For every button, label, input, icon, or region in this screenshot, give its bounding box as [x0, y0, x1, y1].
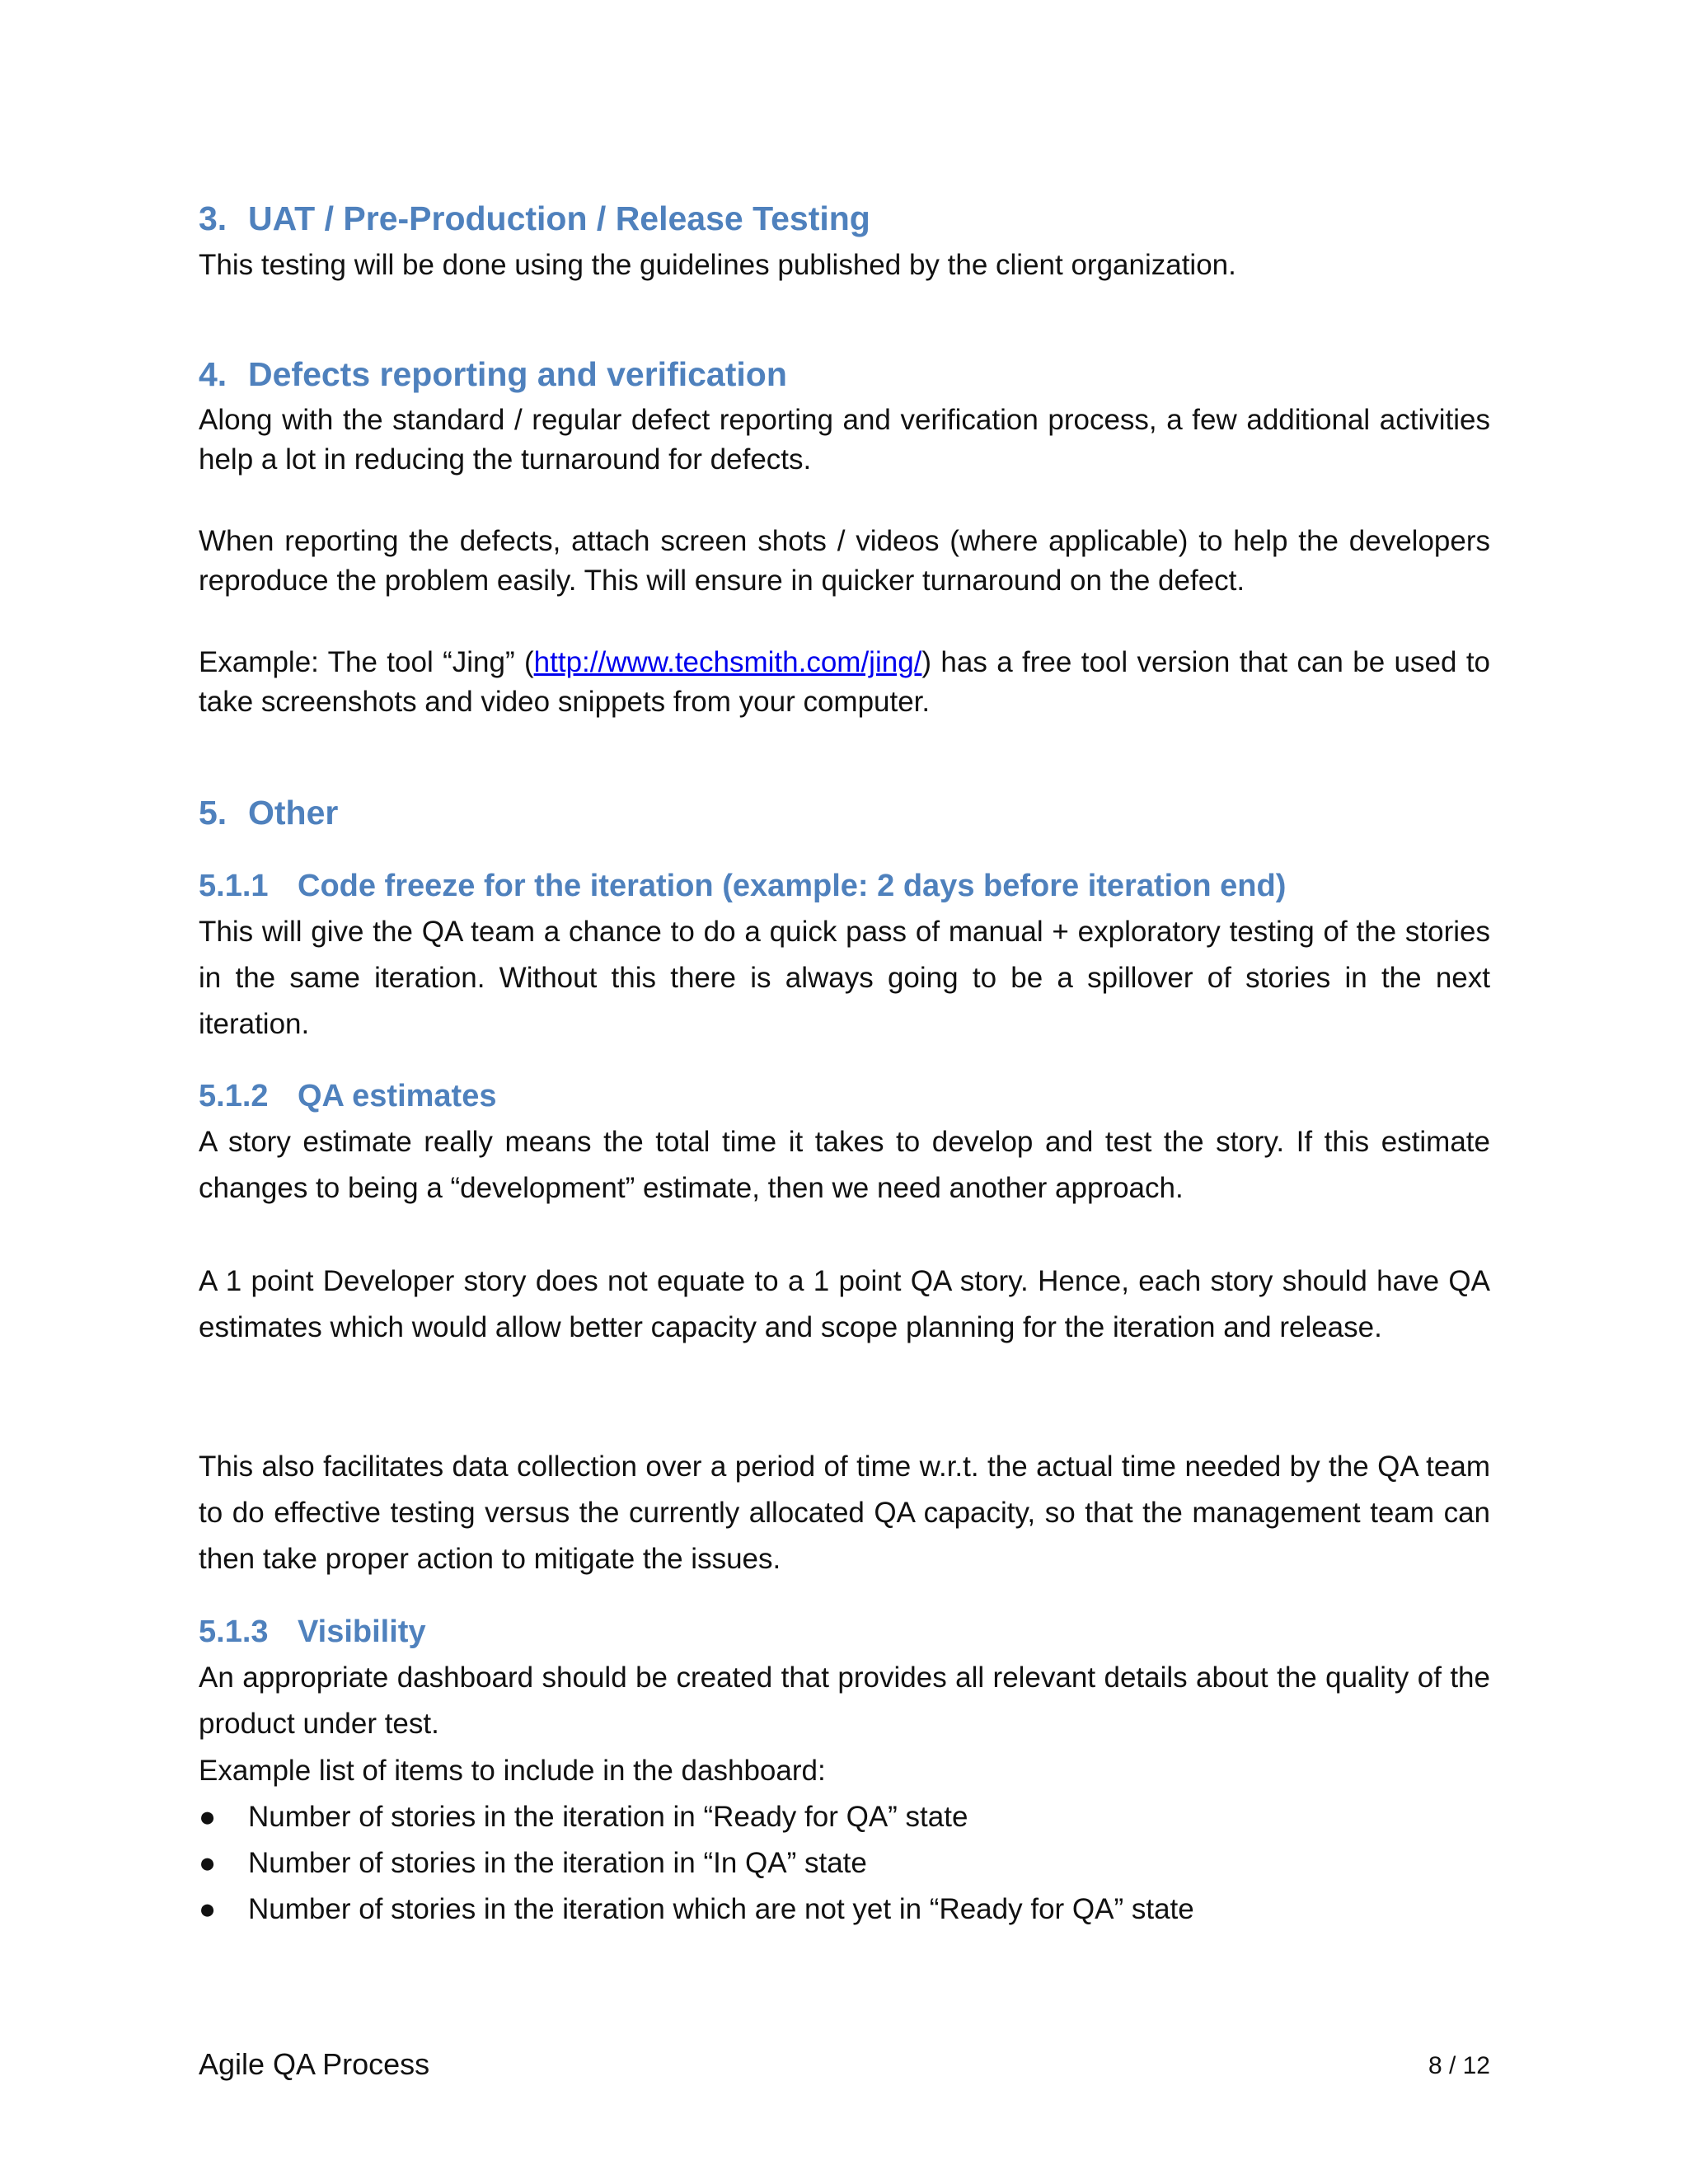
paragraph-qa-estimates-2: A 1 point Developer story does not equate to a 1 point QA story. Hence, each story should have QA estimates which would allow better capacity and scope planning for the iteration and release. [199, 1265, 1490, 1343]
paragraph-qa-estimates-1: A story estimate really means the total time it takes to develop and test the story. If this estimate changes to being a “development” estimate, then we need another approach. [199, 1126, 1490, 1204]
heading-number: 5.1.2 [199, 1079, 269, 1113]
paragraph-defects-1: Along with the standard / regular defect reporting and verification process, a few additional activities help a lot in reducing the turnaround for defects. [199, 404, 1490, 476]
list-item [199, 1794, 968, 1840]
jing-link[interactable]: http://www.techsmith.com/jing/ [533, 646, 922, 678]
page-number: 8 / 12 [1428, 2052, 1490, 2079]
list-item [199, 1840, 867, 1886]
heading-number: 5.1.3 [199, 1615, 269, 1649]
paragraph-visibility-2: Example list of items to include in the dashboard: [199, 1755, 826, 1787]
heading-number: 5. [199, 794, 227, 832]
heading-5-1-1 [199, 869, 1286, 904]
list-item [199, 1886, 1194, 1933]
bullet-icon: ● [199, 1893, 217, 1925]
paragraph-qa-estimates-3: This also facilitates data collection over a period of time w.r.t. the actual time needed by the QA team to do effective testing versus the currently allocated QA capacity, so that the management team can then take proper action to mitigate the issues. [199, 1451, 1490, 1575]
heading-number: 5.1.1 [199, 869, 269, 903]
paragraph-text: Example: The tool “Jing” ( [199, 646, 534, 678]
bullet-icon: ● [199, 1847, 217, 1879]
heading-5-1-3 [199, 1615, 426, 1650]
list-item-text: Number of stories in the iteration in “In QA” state [248, 1847, 867, 1879]
paragraph-defects-2: When reporting the defects, attach screen shots / videos (where applicable) to help the developers reproduce the problem easily. This will ensure in quicker turnaround on the defect. [199, 525, 1490, 597]
list-item-text: Number of stories in the iteration in “Ready for QA” state [248, 1801, 968, 1833]
heading-title: Defects reporting and verification [248, 355, 787, 393]
heading-title: QA estimates [298, 1079, 497, 1113]
heading-number: 3. [199, 199, 227, 237]
heading-title: Other [248, 794, 339, 832]
heading-title: Code freeze for the iteration (example: 2 days before iteration end) [298, 869, 1287, 903]
heading-section-3 [199, 199, 870, 238]
heading-section-4 [199, 355, 787, 394]
paragraph-defects-3 [199, 643, 1490, 722]
heading-title: Visibility [298, 1615, 426, 1649]
heading-5-1-2 [199, 1079, 496, 1114]
paragraph-visibility-1: An appropriate dashboard should be created that provides all relevant details about the quality of the product under test. [199, 1661, 1490, 1740]
heading-section-5 [199, 794, 338, 832]
heading-number: 4. [199, 355, 227, 393]
list-item-text: Number of stories in the iteration which are not yet in “Ready for QA” state [248, 1893, 1194, 1925]
paragraph-code-freeze: This will give the QA team a chance to do a quick pass of manual + exploratory testing of the stories in the same iteration. Without this there is always going to be a spillover of stories in the next iteration. [199, 916, 1490, 1040]
heading-title: UAT / Pre-Production / Release Testing [248, 199, 870, 237]
footer-title: Agile QA Process [199, 2047, 430, 2081]
paragraph-text: ) has a free tool version that can be used to take screenshots and video snippets from your computer. [199, 646, 1491, 718]
paragraph-uat: This testing will be done using the guidelines published by the client organization. [199, 249, 1236, 281]
bullet-icon: ● [199, 1801, 217, 1833]
